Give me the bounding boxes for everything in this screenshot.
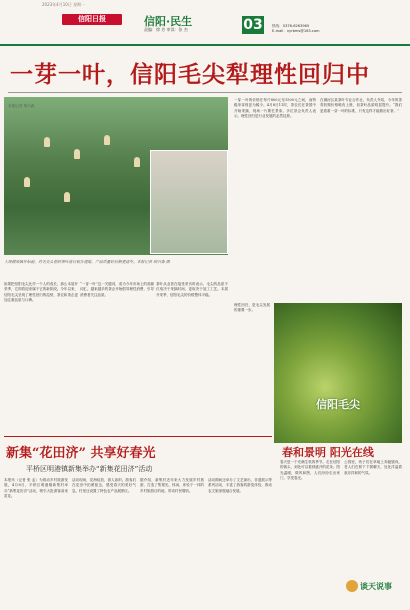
sun-icon	[346, 580, 358, 592]
article3-column-2: 公园里，孩子们在草地上奔跑嬉戏，老人们在树下下棋聊天，处处洋溢着欢乐祥和的气氛。	[344, 460, 402, 475]
article2-subheadline: 平桥区明港镇新集举办“新集花田济”活动	[26, 465, 153, 473]
headline-rule	[8, 92, 402, 93]
issue-date: 2023年4月10日 星期一	[42, 2, 86, 7]
header-rule	[0, 44, 410, 46]
newspaper-logo: 信阳日报	[62, 14, 122, 25]
page-number: 03	[243, 17, 263, 33]
article-column-4: 一芽一叶的价格在每斤800元至1500元之间，而特级单芽则更为稀少。4月8日11时，茶农们在茶园中开始采摘，现场一片繁忙景象。多位茶企负责人表示，理性回归是行业发展的必然趋势。	[234, 98, 316, 118]
article-column-3: 茶叶从业者在接受采访时表示，毛尖的品质不仅取决于采摘时间，更取决于加工工艺。本届开采季，信阳毛尖的价格整体平稳。	[156, 282, 228, 297]
article-column-2: “一芽一叶”这一关键词，成为今年市场上的高频词汇。越来越多的茶企开始倡导理性消费，引导消费者关注品质。	[80, 282, 154, 297]
contact-hotline: 热线：0376-6263965	[272, 24, 310, 28]
article-column-1: 如果把信阳毛尖比作一个人的成长，那么本届开采季，它即将迎来属于它的新阶段。今年以来，信阳毛尖呈现了理性回归的趋势，茶农和茶企更加注重品质与口碑。	[4, 282, 78, 302]
article3-column-1: 春天是一个充满生机的季节。走在信阳的街头，到处可以看到盛开的花朵。阳光温暖，微风和煦，人们纷纷走出家门，享受春光。	[280, 460, 340, 480]
section-editors: 责编：徐 芳 审读：张 杰	[144, 27, 188, 32]
contact-email: E-mail：xyrbms@163.com	[272, 29, 320, 33]
article3-headline: 春和景明 阳光在线	[282, 446, 374, 459]
article-column-5: 在浉河区某茶叶专业合作社，负责人介绍，今年的茶青收购价格略有上涨，但茶叶品质明显提升。“我们更看重一芽一叶的标准，只有这样才能做出好茶。”	[320, 98, 402, 113]
photo-label: 信阳毛尖	[316, 398, 360, 411]
article2-headline: 新集“花田济” 共享好春光	[6, 446, 156, 461]
contact-info	[272, 24, 320, 34]
article-column-6: 理性回归，是毛尖发展的重要一步。	[234, 303, 270, 313]
section-divider	[4, 436, 272, 437]
article-byline: 本报记者 胡兴森	[8, 104, 35, 108]
section-title: 信阳·民生	[144, 15, 193, 28]
column-badge-label: 谈天说事	[360, 582, 392, 591]
article2-column-1: 本报讯（记者 张 孟）为推动乡村旅游发展，4月8日，平桥区明港镇新集村举办“新集花田济”活动，吸引大批游客前来赏花。	[4, 478, 68, 498]
main-headline: 一芽一叶，信阳毛尖犁理性回归中	[10, 61, 370, 88]
article2-column-4: 活动期间还举办了文艺演出、非遗展示等系列活动，丰富了游客的游览体验，推动农文旅深度融合发展。	[208, 478, 272, 493]
photo-caption: 大规模采摘开始前，对毛尖头茬的茶叶进行初步提取，产品质量好价格更适中。本报记者 胡兴森 摄	[4, 259, 170, 264]
article2-column-3: 据介绍，新集村近年来大力发展乡村旅游，打造了集观光、休闲、体验于一体的乡村旅游目的地，带动村民增收。	[140, 478, 204, 493]
column-badge	[344, 576, 402, 606]
article2-column-2: 活动现场，花海绽放，游人如织。游客们在花田中拍照留念，感受春天的美好气息。村里还设置了特色农产品展销区。	[72, 478, 136, 493]
tea-workers-inset-photo	[150, 150, 228, 254]
tea-leaf-photo	[274, 303, 402, 443]
